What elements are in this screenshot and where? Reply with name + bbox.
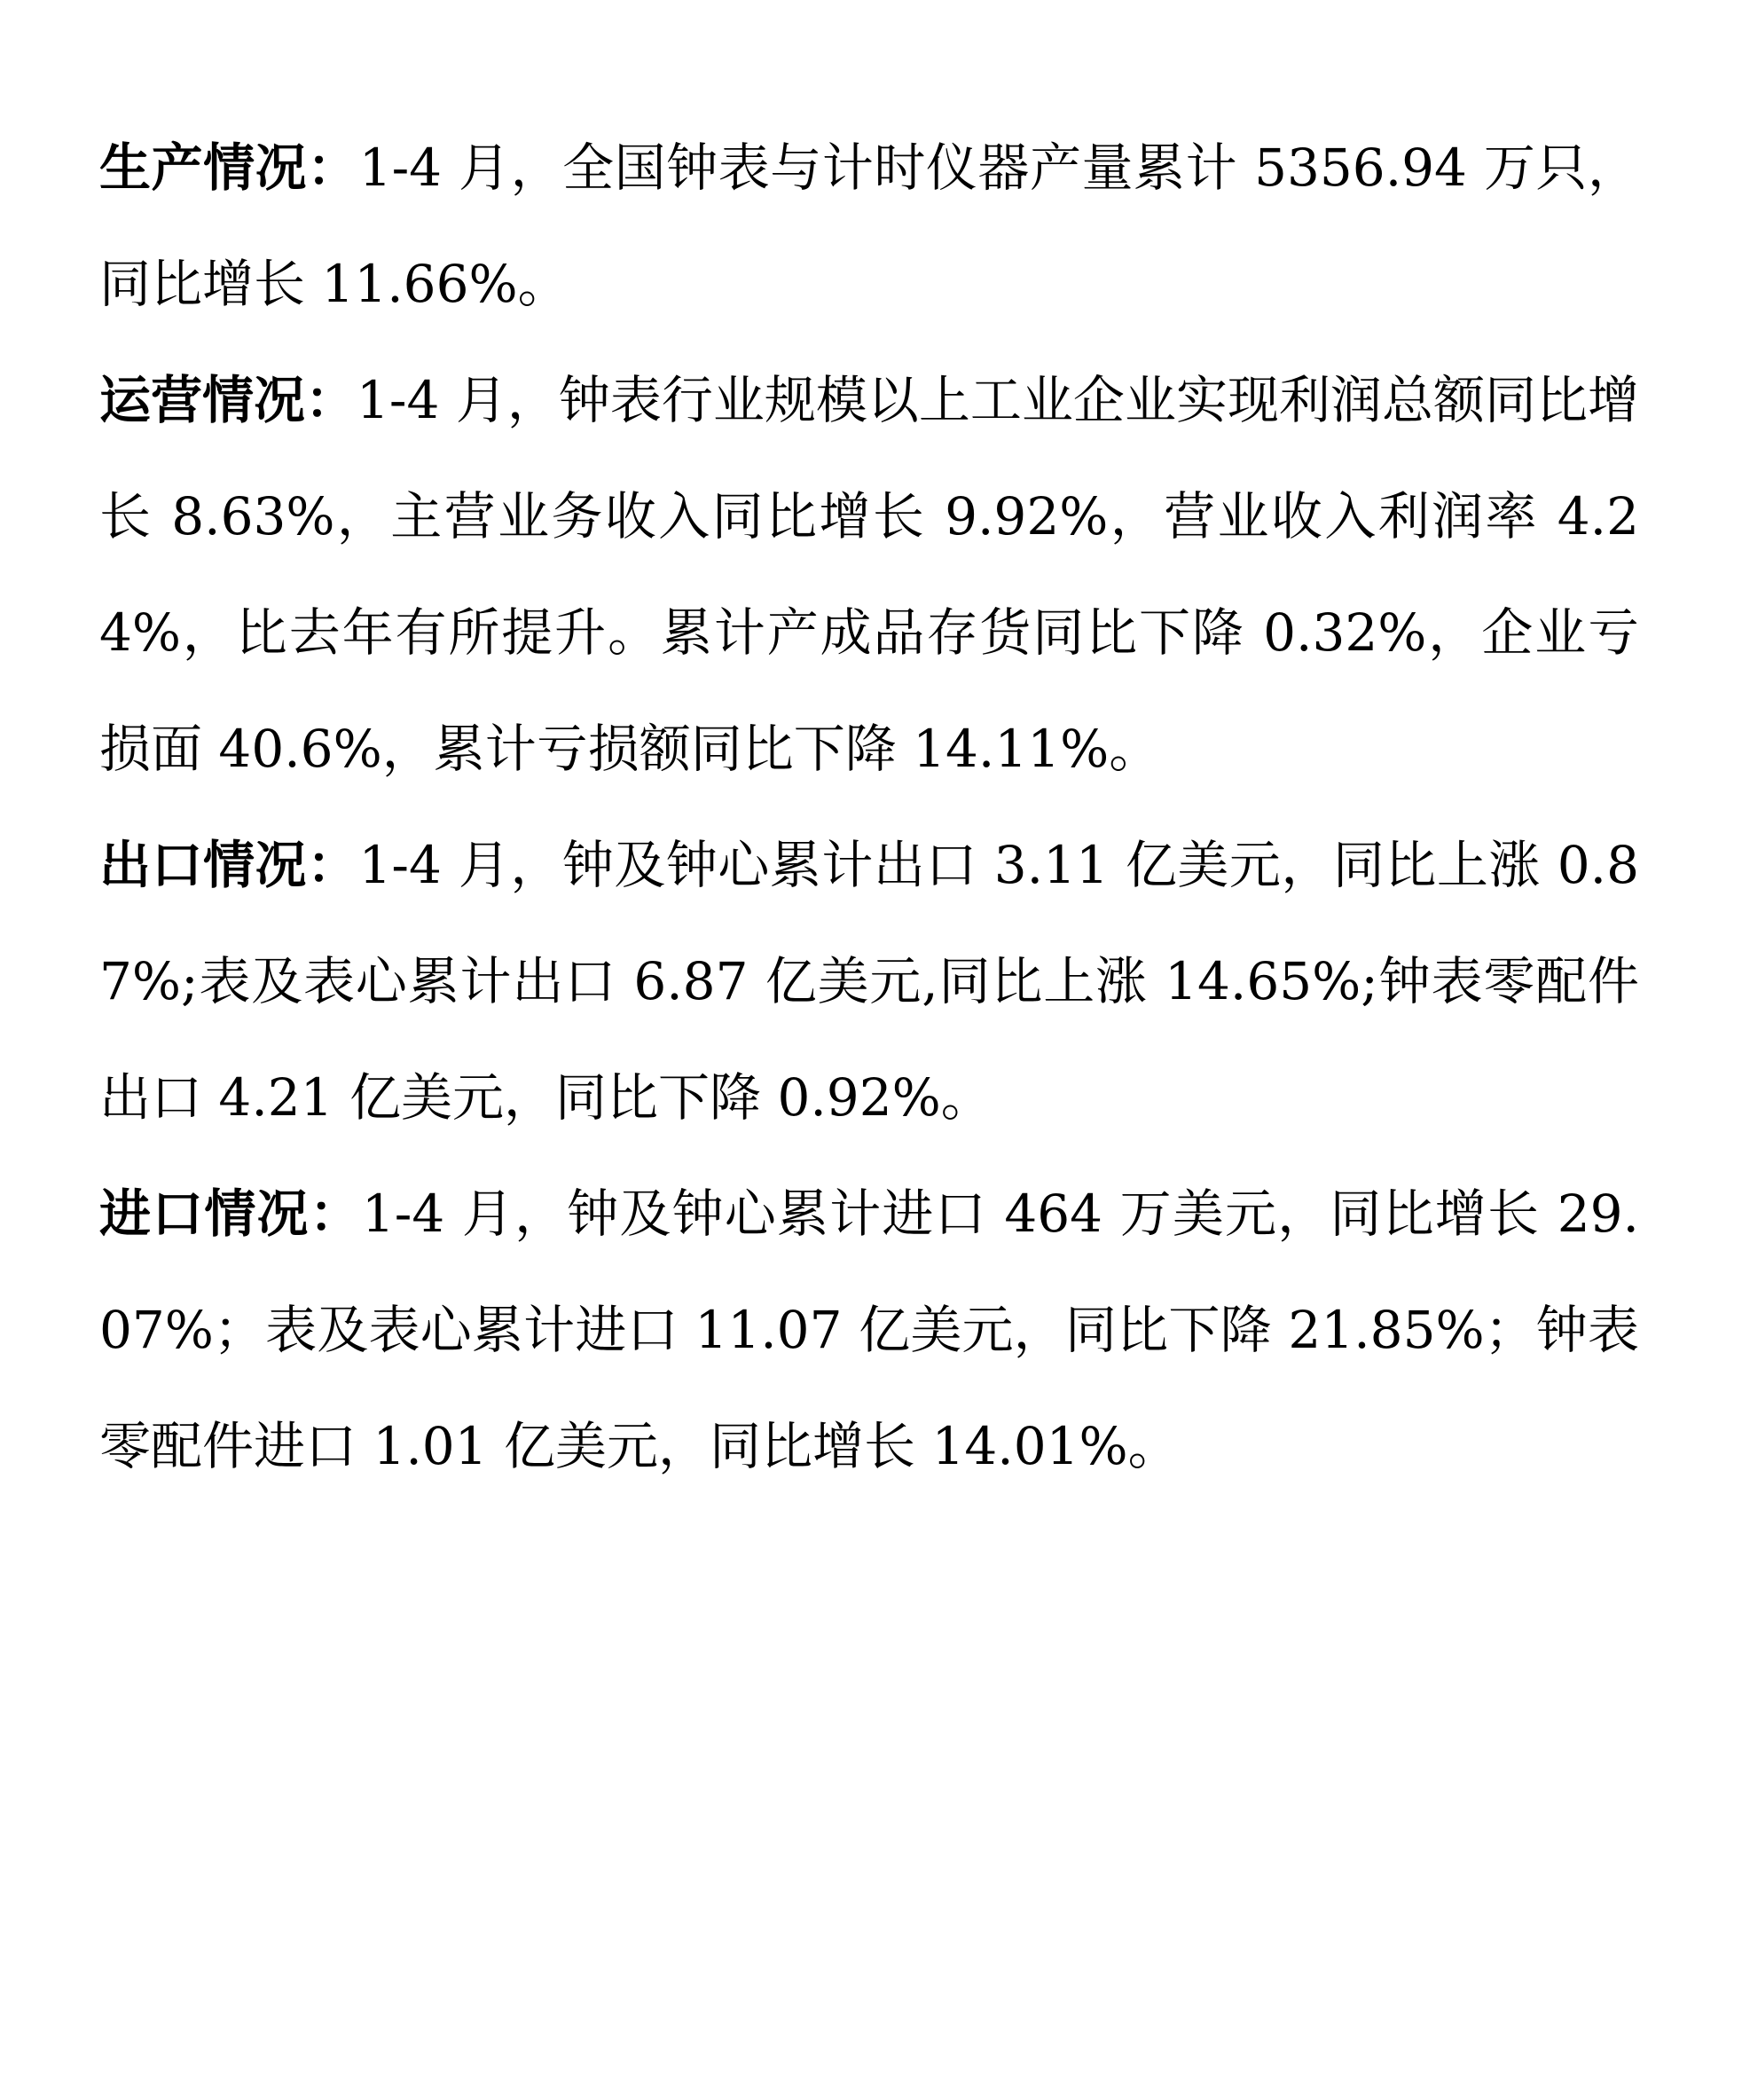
heading-export: 出口情况： [99,835,359,895]
heading-import: 进口情况： [99,1184,362,1244]
heading-operations: 运营情况： [99,370,357,430]
text-export: 1-4 月，钟及钟心累计出口 3.11 亿美元，同比上涨 0.87%;表及表心累计出口 6.87 亿美元,同比上涨 14.65%;钟表零配件出口 4.21 亿美元，同比下降 0.92%。 [99,835,1639,1128]
paragraph-production [99,110,1639,342]
document-body [99,110,1639,1505]
paragraph-export [99,807,1639,1156]
paragraph-operations [99,342,1639,807]
heading-production: 生产情况： [99,138,359,198]
text-production: 1-4 月，全国钟表与计时仪器产量累计 5356.94 万只，同比增长 11.66%。 [99,138,1639,314]
text-operations: 1-4 月，钟表行业规模以上工业企业实现利润总额同比增长 8.63%，主营业务收入同比增长 9.92%，营业收入利润率 4.24%，比去年有所提升。累计产成品存货同比下降 0.32%，企业亏损面 40.6%，累计亏损额同比下降 14.11%。 [99,370,1639,779]
text-import: 1-4 月，钟及钟心累计进口 464 万美元，同比增长 29.07%；表及表心累计进口 11.07 亿美元，同比下降 21.85%；钟表零配件进口 1.01 亿美元，同比增长 14.01%。 [99,1184,1639,1476]
paragraph-import [99,1156,1639,1505]
